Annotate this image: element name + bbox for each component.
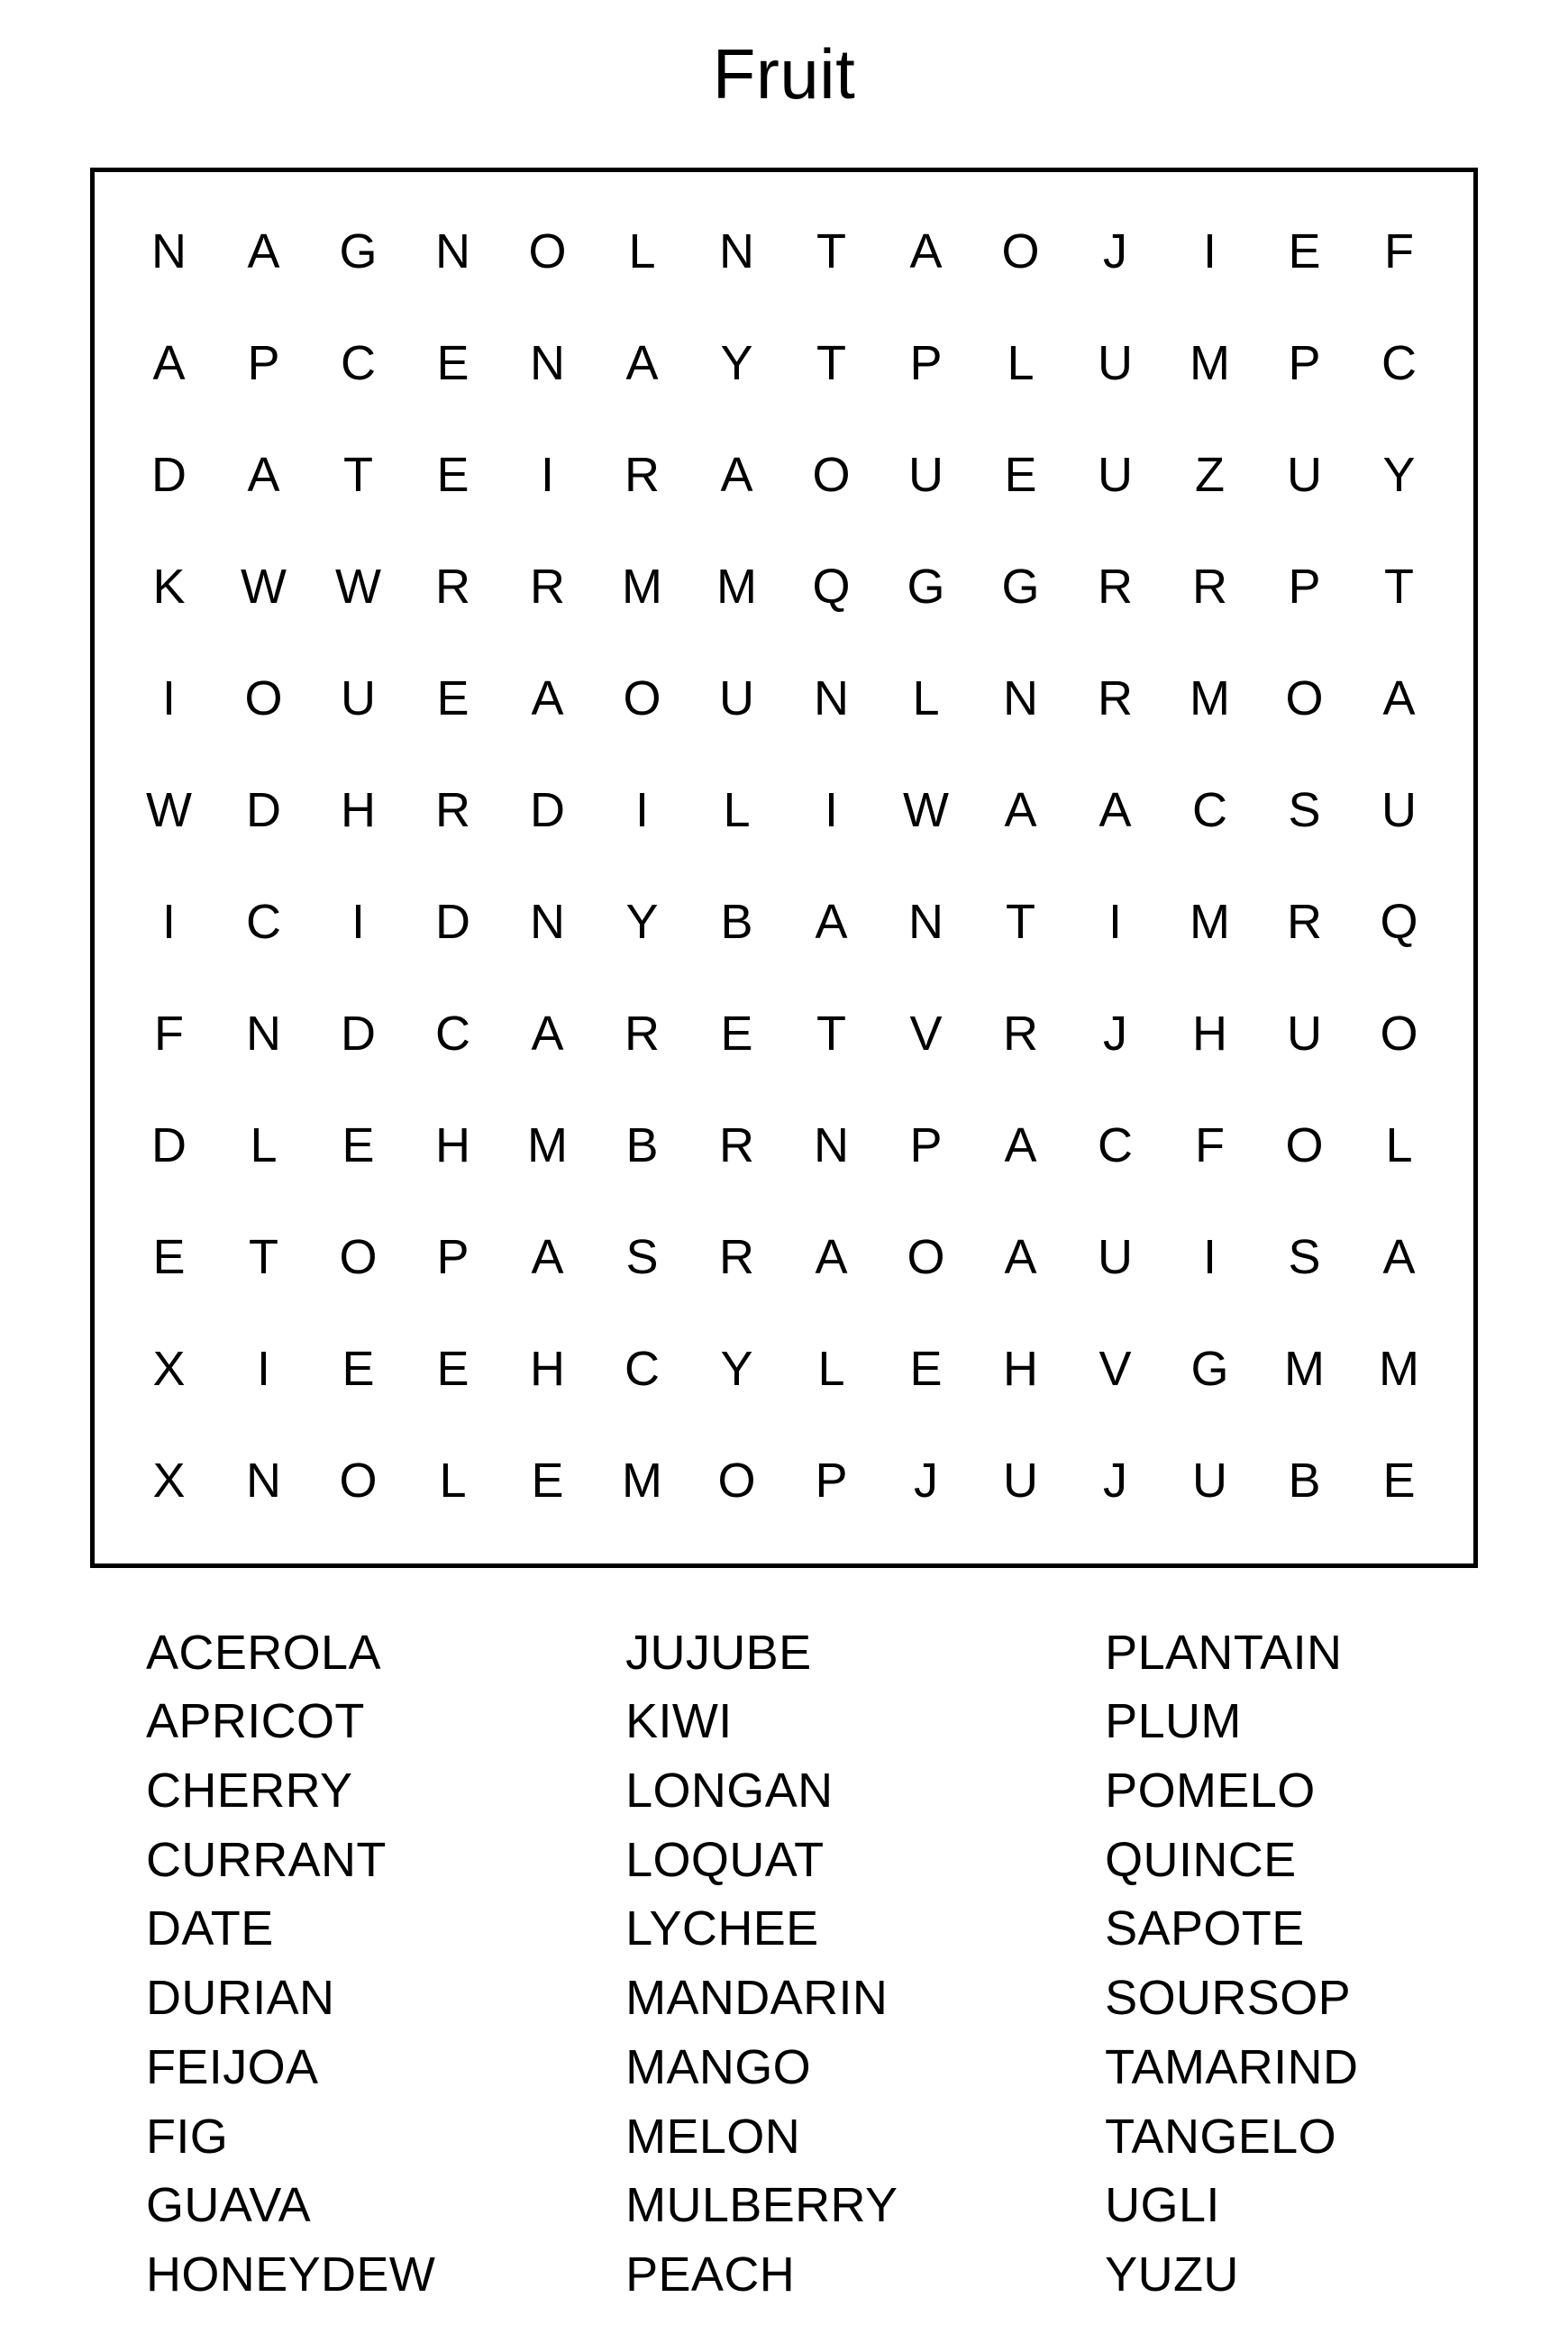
grid-cell[interactable]: S — [1288, 1229, 1321, 1284]
grid-cell[interactable]: P — [815, 1453, 848, 1508]
grid-cell[interactable]: P — [909, 335, 943, 390]
grid-cell[interactable]: E — [720, 1006, 753, 1061]
grid-cell[interactable]: W — [903, 782, 949, 837]
word-list-item[interactable]: DATE — [146, 1901, 274, 1956]
grid-cell[interactable]: O — [244, 670, 283, 725]
grid-cell[interactable]: L — [723, 782, 751, 837]
grid-cell[interactable]: U — [1098, 447, 1133, 502]
word-list-column-1 — [146, 1618, 625, 2310]
grid-cell[interactable]: O — [339, 1453, 378, 1508]
grid-cell[interactable]: N — [719, 223, 754, 278]
word-list-item[interactable]: LONGAN — [625, 1764, 834, 1819]
word-list-item[interactable]: APRICOT — [146, 1694, 365, 1749]
grid-cell[interactable]: N — [530, 335, 565, 390]
page-title: Fruit — [712, 34, 856, 114]
grid-cell[interactable]: O — [1380, 1006, 1418, 1061]
grid-cell[interactable]: O — [812, 447, 851, 502]
grid-cell[interactable]: N — [246, 1006, 281, 1061]
grid-cell[interactable]: O — [528, 223, 567, 278]
grid-cell[interactable]: E — [1004, 447, 1037, 502]
grid-cell[interactable]: A — [531, 1006, 564, 1061]
grid-cell[interactable]: L — [1385, 1117, 1413, 1172]
grid-cell[interactable]: H — [530, 1341, 565, 1396]
word-list-item[interactable]: UGLI — [1105, 2178, 1220, 2233]
grid-cell[interactable]: U — [1287, 447, 1322, 502]
word-list-item[interactable]: SAPOTE — [1105, 1901, 1305, 1956]
grid-cell[interactable]: C — [1192, 782, 1227, 837]
grid-cell[interactable]: U — [908, 447, 944, 502]
grid-cell[interactable]: E — [436, 447, 469, 502]
grid-cell[interactable]: R — [719, 1117, 754, 1172]
grid-row — [122, 531, 1446, 643]
grid-cell[interactable]: X — [152, 1453, 186, 1508]
grid-cell[interactable]: A — [1004, 782, 1037, 837]
grid-cell[interactable]: Y — [625, 894, 659, 949]
grid-cell[interactable]: D — [151, 1117, 187, 1172]
grid-cell[interactable]: X — [152, 1341, 186, 1396]
grid-cell[interactable]: N — [814, 670, 849, 725]
grid-cell[interactable]: M — [1190, 670, 1230, 725]
grid-cell[interactable]: L — [1007, 335, 1035, 390]
grid-cell[interactable]: R — [624, 1006, 660, 1061]
grid-cell[interactable]: E — [436, 1341, 469, 1396]
grid-cell[interactable]: J — [1103, 1453, 1127, 1508]
grid-cell[interactable]: D — [246, 782, 281, 837]
grid-cell[interactable]: R — [1098, 670, 1133, 725]
grid-cell[interactable]: G — [907, 559, 945, 614]
grid-cell[interactable]: I — [1202, 1229, 1217, 1284]
grid-cell[interactable]: E — [342, 1341, 375, 1396]
grid-cell[interactable]: E — [531, 1453, 564, 1508]
grid-cell[interactable]: J — [914, 1453, 938, 1508]
word-list-item[interactable]: ACEROLA — [146, 1625, 381, 1680]
grid-cell[interactable]: O — [1285, 670, 1324, 725]
grid-cell[interactable]: E — [342, 1117, 375, 1172]
word-list-item[interactable]: CURRANT — [146, 1832, 387, 1887]
grid-cell[interactable]: A — [1099, 782, 1132, 837]
grid-cell[interactable]: L — [628, 223, 656, 278]
grid-cell[interactable]: A — [1004, 1229, 1037, 1284]
grid-cell[interactable]: I — [256, 1341, 270, 1396]
grid-cell[interactable]: B — [625, 1117, 659, 1172]
grid-cell[interactable]: I — [351, 894, 365, 949]
grid-row — [122, 1425, 1446, 1536]
grid-cell[interactable]: N — [1003, 670, 1038, 725]
word-list-item[interactable]: CHERRY — [146, 1764, 353, 1819]
grid-cell[interactable]: A — [815, 894, 848, 949]
word-list-item[interactable]: KIWI — [625, 1694, 733, 1749]
grid-cell[interactable]: R — [624, 447, 660, 502]
grid-cell[interactable]: E — [152, 1229, 186, 1284]
grid-cell[interactable]: W — [241, 559, 287, 614]
grid-cell[interactable]: U — [1287, 1006, 1322, 1061]
grid-cell[interactable]: N — [435, 223, 470, 278]
grid-cell[interactable]: C — [341, 335, 376, 390]
grid-cell[interactable]: Y — [1382, 447, 1416, 502]
word-list-item[interactable]: MULBERRY — [625, 2178, 898, 2233]
grid-cell[interactable]: C — [435, 1006, 470, 1061]
word-list-item[interactable]: MANGO — [625, 2039, 812, 2094]
grid-cell[interactable]: N — [151, 223, 187, 278]
grid-cell[interactable]: R — [435, 559, 470, 614]
grid-cell[interactable]: T — [1384, 559, 1414, 614]
grid-cell[interactable]: I — [161, 670, 176, 725]
grid-cell[interactable]: A — [247, 223, 280, 278]
grid-cell[interactable]: O — [339, 1229, 378, 1284]
grid-cell[interactable]: I — [1108, 894, 1122, 949]
grid-cell[interactable]: W — [146, 782, 192, 837]
grid-cell[interactable]: I — [634, 782, 649, 837]
word-list-item[interactable]: YUZU — [1105, 2247, 1239, 2302]
grid-cell[interactable]: K — [152, 559, 186, 614]
grid-cell[interactable]: T — [816, 223, 846, 278]
grid-cell[interactable]: A — [531, 670, 564, 725]
grid-cell[interactable]: I — [824, 782, 838, 837]
grid-cell[interactable]: Q — [1380, 894, 1418, 949]
grid-cell[interactable]: L — [912, 670, 940, 725]
grid-cell[interactable]: N — [908, 894, 944, 949]
word-list-column-3 — [1105, 1618, 1478, 2310]
grid-cell[interactable]: M — [716, 559, 757, 614]
grid-cell[interactable]: I — [540, 447, 554, 502]
grid-cell[interactable]: I — [161, 894, 176, 949]
grid-cell[interactable]: Q — [812, 559, 851, 614]
grid-cell[interactable]: D — [530, 782, 565, 837]
grid-cell[interactable]: E — [1382, 1453, 1416, 1508]
grid-cell[interactable]: F — [154, 1006, 184, 1061]
word-list-item[interactable]: DURIAN — [146, 1971, 335, 2026]
grid-cell[interactable]: G — [339, 223, 378, 278]
grid-cell[interactable]: O — [1285, 1117, 1324, 1172]
grid-cell[interactable]: N — [246, 1453, 281, 1508]
grid-cell[interactable]: P — [1288, 335, 1321, 390]
grid-cell[interactable]: R — [435, 782, 470, 837]
grid-cell[interactable]: Y — [720, 1341, 753, 1396]
word-list-item[interactable]: MELON — [625, 2109, 801, 2164]
grid-cell[interactable]: A — [1382, 670, 1416, 725]
grid-cell[interactable]: B — [720, 894, 753, 949]
word-list — [90, 1618, 1478, 2310]
grid-cell[interactable]: T — [1006, 894, 1035, 949]
grid-cell[interactable]: R — [719, 1229, 754, 1284]
word-list-item[interactable]: SOURSOP — [1105, 1971, 1352, 2026]
grid-cell[interactable]: U — [1098, 1229, 1133, 1284]
grid-cell[interactable]: P — [436, 1229, 469, 1284]
word-list-item[interactable]: FIG — [146, 2109, 229, 2164]
grid-cell[interactable]: E — [909, 1341, 943, 1396]
grid-cell[interactable]: U — [719, 670, 754, 725]
grid-cell[interactable]: A — [1004, 1117, 1037, 1172]
grid-cell[interactable]: A — [152, 335, 186, 390]
grid-cell[interactable]: O — [1001, 223, 1040, 278]
grid-cell[interactable]: T — [816, 335, 846, 390]
grid-cell[interactable]: M — [1379, 1341, 1419, 1396]
grid-cell[interactable]: A — [909, 223, 943, 278]
grid-cell[interactable]: R — [530, 559, 565, 614]
grid-cell[interactable]: H — [1003, 1341, 1038, 1396]
grid-cell[interactable]: D — [151, 447, 187, 502]
letter-grid-container — [90, 168, 1478, 1568]
word-list-item[interactable]: GUAVA — [146, 2178, 312, 2233]
grid-cell[interactable]: A — [531, 1229, 564, 1284]
grid-cell[interactable]: S — [1288, 782, 1321, 837]
grid-cell[interactable]: P — [247, 335, 280, 390]
grid-cell[interactable]: L — [439, 1453, 467, 1508]
grid-cell[interactable]: Z — [1195, 447, 1225, 502]
word-list-item[interactable]: TANGELO — [1105, 2109, 1337, 2164]
grid-cell[interactable]: D — [341, 1006, 376, 1061]
grid-row — [122, 1313, 1446, 1425]
grid-cell[interactable]: E — [436, 670, 469, 725]
grid-cell[interactable]: A — [720, 447, 753, 502]
grid-row — [122, 643, 1446, 754]
word-list-item[interactable]: TAMARIND — [1105, 2039, 1359, 2094]
grid-row — [122, 978, 1446, 1089]
grid-cell[interactable]: R — [1287, 894, 1322, 949]
word-list-item[interactable]: LOQUAT — [625, 1832, 825, 1887]
grid-cell[interactable]: S — [625, 1229, 659, 1284]
grid-cell[interactable]: J — [1103, 1006, 1127, 1061]
grid-cell[interactable]: L — [817, 1341, 845, 1396]
grid-row — [122, 1089, 1446, 1201]
word-list-item[interactable]: HONEYDEW — [146, 2247, 436, 2302]
word-search-page — [0, 36, 1568, 2343]
grid-cell[interactable]: C — [1381, 335, 1417, 390]
word-list-item[interactable]: PLUM — [1105, 1694, 1242, 1749]
word-list-column-2 — [625, 1618, 1105, 2310]
grid-cell[interactable]: F — [1384, 223, 1414, 278]
grid-cell[interactable]: V — [909, 1006, 943, 1061]
grid-cell[interactable]: M — [1190, 335, 1230, 390]
grid-cell[interactable]: A — [815, 1229, 848, 1284]
grid-cell[interactable]: M — [622, 559, 662, 614]
grid-cell[interactable]: U — [1098, 335, 1133, 390]
grid-cell[interactable]: R — [1003, 1006, 1038, 1061]
grid-cell[interactable]: Y — [720, 335, 753, 390]
grid-cell[interactable]: F — [1195, 1117, 1225, 1172]
grid-cell[interactable]: P — [1288, 559, 1321, 614]
grid-cell[interactable]: G — [1190, 1341, 1229, 1396]
grid-cell[interactable]: T — [249, 1229, 278, 1284]
grid-cell[interactable]: H — [341, 782, 376, 837]
grid-cell[interactable]: D — [435, 894, 470, 949]
word-list-item[interactable]: PEACH — [625, 2247, 796, 2302]
grid-cell[interactable]: A — [625, 335, 659, 390]
grid-cell[interactable]: A — [1382, 1229, 1416, 1284]
word-list-item[interactable]: JUJUBE — [625, 1625, 812, 1680]
grid-cell[interactable]: G — [1001, 559, 1040, 614]
word-list-item[interactable]: LYCHEE — [625, 1901, 819, 1956]
grid-row — [122, 866, 1446, 978]
word-list-item[interactable]: POMELO — [1105, 1764, 1316, 1819]
grid-cell[interactable]: N — [530, 894, 565, 949]
grid-cell[interactable]: V — [1099, 1341, 1132, 1396]
grid-cell[interactable]: A — [247, 447, 280, 502]
grid-row — [122, 419, 1446, 531]
letter-grid — [122, 196, 1446, 1536]
word-list-item[interactable]: FEIJOA — [146, 2039, 319, 2094]
grid-cell[interactable]: R — [1192, 559, 1227, 614]
grid-cell[interactable]: B — [1288, 1453, 1321, 1508]
grid-cell[interactable]: M — [622, 1453, 662, 1508]
grid-cell[interactable]: U — [1003, 1453, 1038, 1508]
word-list-item[interactable]: PLANTAIN — [1105, 1625, 1343, 1680]
grid-cell[interactable]: M — [527, 1117, 568, 1172]
grid-cell[interactable]: T — [343, 447, 373, 502]
word-list-item[interactable]: MANDARIN — [625, 1971, 889, 2026]
grid-cell[interactable]: O — [623, 670, 661, 725]
grid-cell[interactable]: U — [1381, 782, 1417, 837]
grid-cell[interactable]: W — [335, 559, 381, 614]
grid-cell[interactable]: M — [1284, 1341, 1325, 1396]
grid-cell[interactable]: C — [1098, 1117, 1133, 1172]
grid-cell[interactable]: M — [1190, 894, 1230, 949]
grid-row — [122, 754, 1446, 866]
grid-cell[interactable]: C — [624, 1341, 660, 1396]
grid-cell[interactable]: O — [907, 1229, 945, 1284]
grid-cell[interactable]: I — [1202, 223, 1217, 278]
grid-cell[interactable]: O — [717, 1453, 756, 1508]
grid-cell[interactable]: C — [246, 894, 281, 949]
grid-cell[interactable]: N — [814, 1117, 849, 1172]
grid-cell[interactable]: U — [341, 670, 376, 725]
grid-cell[interactable]: H — [1192, 1006, 1227, 1061]
word-list-item[interactable]: QUINCE — [1105, 1832, 1297, 1887]
grid-row — [122, 196, 1446, 307]
grid-cell[interactable]: L — [250, 1117, 278, 1172]
grid-cell[interactable]: T — [816, 1006, 846, 1061]
grid-cell[interactable]: H — [435, 1117, 470, 1172]
grid-cell[interactable]: E — [436, 335, 469, 390]
grid-row — [122, 307, 1446, 419]
grid-cell[interactable]: E — [1288, 223, 1321, 278]
grid-cell[interactable]: U — [1192, 1453, 1227, 1508]
grid-cell[interactable]: P — [909, 1117, 943, 1172]
grid-cell[interactable]: J — [1103, 223, 1127, 278]
grid-row — [122, 1201, 1446, 1313]
grid-cell[interactable]: R — [1098, 559, 1133, 614]
